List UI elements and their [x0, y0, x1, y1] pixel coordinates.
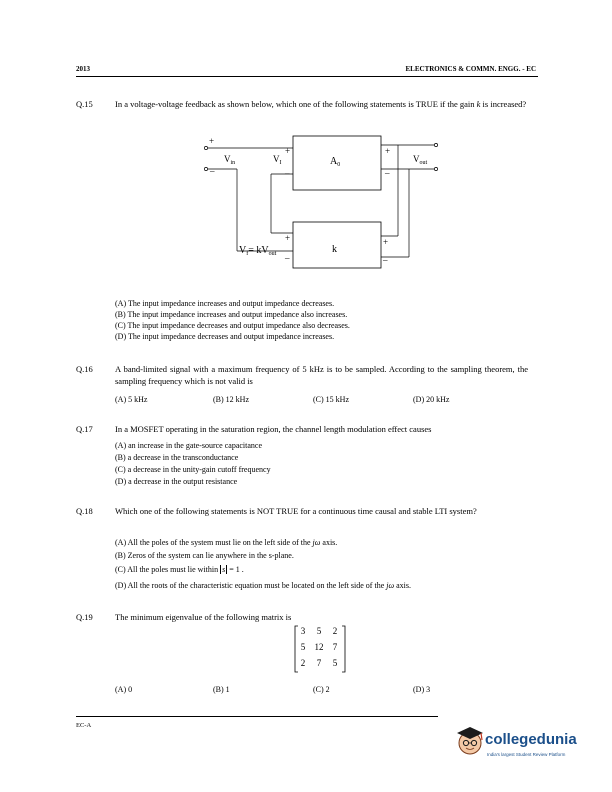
q16-option-d: (D) 20 kHz	[413, 395, 450, 404]
k-plus: +	[383, 237, 389, 247]
q15-option-c: (C) The input impedance decreases and output impedance also decreases.	[115, 321, 350, 330]
footer-code: EC-A	[76, 722, 92, 729]
vin-label: $V_{in}$	[224, 154, 236, 166]
brand-tagline: India's largest Student Review Platform	[487, 752, 566, 757]
q18-option-b: (B) Zeros of the system can lie anywhere in the s-plane.	[115, 551, 294, 560]
feedback-block	[293, 222, 381, 268]
matrix-cell: 5	[300, 642, 306, 652]
q17-text: In a MOSFET operating in the saturation region, the channel length modulation effect causes	[115, 424, 432, 434]
vf-plus: +	[285, 233, 291, 243]
matrix-cell: 2	[300, 658, 306, 668]
q19-option-b: (B) 1	[213, 685, 230, 694]
q19-option-d: (D) 3	[413, 685, 431, 694]
q18-option-a: (A) All the poles of the system must lie on the left side of the jω axis.	[115, 538, 338, 547]
header-rule	[76, 76, 538, 77]
q17-option-d: (D) a decrease in the output resistance	[115, 477, 238, 486]
exam-year: 2013	[76, 65, 90, 73]
vf-label: $V_f= kV_{out}$	[239, 245, 277, 257]
q15-option-b: (B) The input impedance increases and output impedance also increases.	[115, 310, 348, 319]
matrix-cell: 5	[316, 626, 322, 636]
q17-option-b: (B) a decrease in the transconductance	[115, 453, 239, 462]
k-minus: _	[383, 252, 388, 262]
matrix-cell: 7	[316, 658, 322, 668]
q15-option-a: (A) The input impedance increases and output impedance decreases.	[115, 299, 335, 308]
brand-name: collegedunia	[485, 731, 577, 748]
q17-number: Q.17	[76, 424, 93, 434]
vout-label: $V_{out}$	[413, 154, 428, 166]
q17-option-a: (A) an increase in the gate-source capacitance	[115, 441, 263, 450]
amp-label: $A_0$	[330, 156, 341, 168]
q16-text: A band-limited signal with a maximum frequency of 5 kHz is to be sampled. According to the sampling theorem, the sampling frequency which is not valid is	[115, 364, 528, 386]
feedback-circuit-diagram	[195, 130, 455, 270]
vin-plus: +	[209, 136, 215, 146]
q19-option-c: (C) 2	[313, 685, 330, 694]
matrix-cell: 7	[332, 642, 338, 652]
k-label: k	[332, 244, 337, 255]
vi-label: $V_I$	[273, 154, 282, 166]
q19-option-a: (A) 0	[115, 685, 133, 694]
matrix-cell: 3	[300, 626, 306, 636]
matrix	[293, 624, 347, 674]
q15-number: Q.15	[76, 99, 93, 109]
q18-option-c: (C) All the poles must lie within s = 1 .	[115, 565, 244, 574]
q15-text: In a voltage-voltage feedback as shown below, which one of the following statements is TRUE if the gain k is increased?	[115, 99, 527, 109]
q18-text: Which one of the following statements is NOT TRUE for a continuous time causal and stable LTI system?	[115, 506, 477, 516]
q16-option-c: (C) 15 kHz	[313, 395, 349, 404]
q19-number: Q.19	[76, 612, 93, 622]
collegedunia-logo-icon	[455, 725, 485, 757]
footer-rule	[76, 716, 438, 717]
q16-number: Q.16	[76, 364, 93, 374]
q15-option-d: (D) The input impedance decreases and output impedance increases.	[115, 332, 335, 341]
matrix-cell: 5	[332, 658, 338, 668]
matrix-cell: 12	[314, 642, 324, 652]
q16-option-a: (A) 5 kHz	[115, 395, 148, 404]
q19-text: The minimum eigenvalue of the following matrix is	[115, 612, 292, 622]
q18-number: Q.18	[76, 506, 93, 516]
matrix-cell: 2	[332, 626, 338, 636]
subject-title: ELECTRONICS & COMMN. ENGG. - EC	[405, 65, 536, 73]
vi-minus: _	[285, 165, 290, 175]
q16-option-b: (B) 12 kHz	[213, 395, 249, 404]
vi-plus: +	[285, 146, 291, 156]
vf-minus: _	[285, 250, 290, 260]
vin-minus: _	[210, 163, 215, 173]
q17-option-c: (C) a decrease in the unity-gain cutoff frequency	[115, 465, 271, 474]
vout-minus: _	[385, 165, 390, 175]
vout-plus: +	[385, 146, 391, 156]
q18-option-d: (D) All the roots of the characteristic equation must be located on the left side of the jω axis.	[115, 581, 412, 590]
